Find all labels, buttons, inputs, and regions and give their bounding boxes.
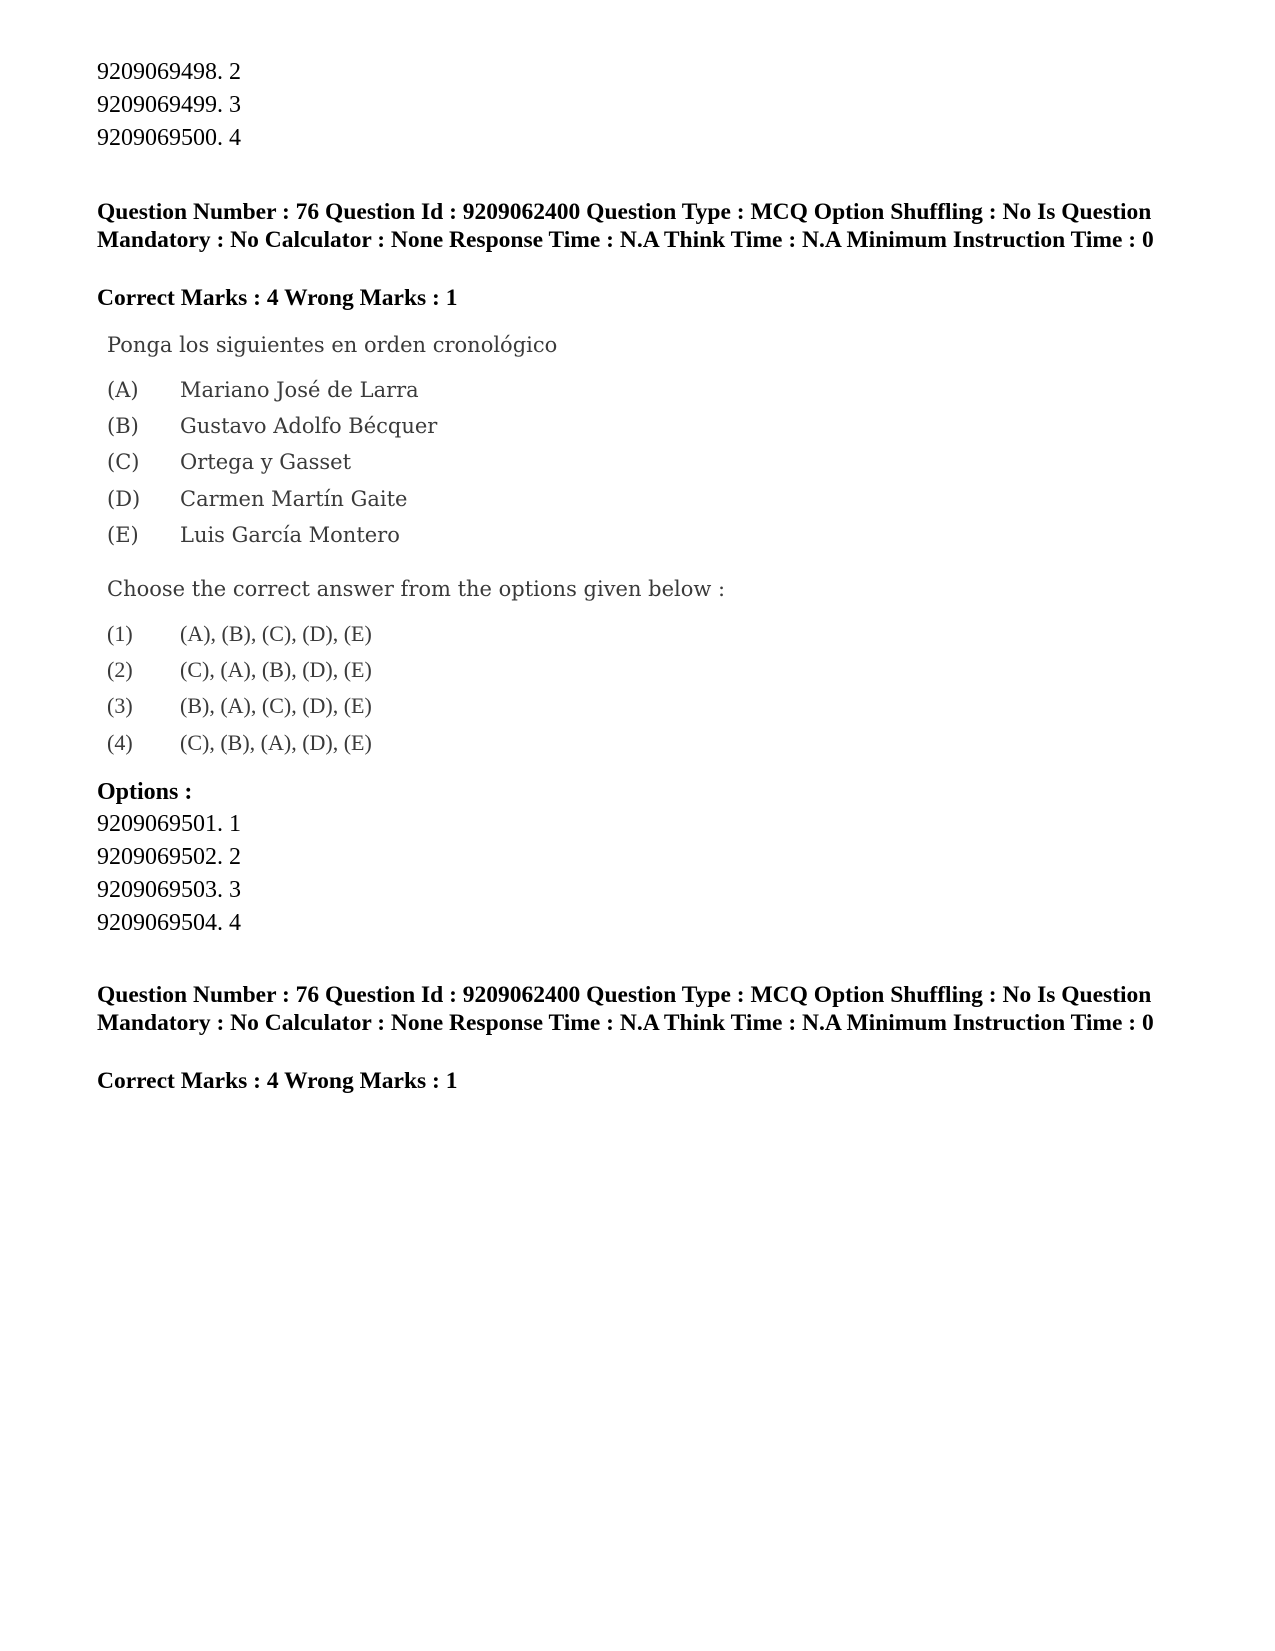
option-line: 9209069504. 4 — [97, 910, 241, 936]
choice-text: (C), (B), (A), (D), (E) — [180, 730, 372, 755]
item-text: Mariano José de Larra — [180, 378, 419, 402]
choice-text: (B), (A), (C), (D), (E) — [180, 693, 372, 718]
question-body — [97, 330, 737, 770]
question-prompt: Ponga los siguientes en orden cronológico — [107, 333, 558, 357]
item-label: (D) — [107, 487, 141, 511]
choice-label: (1) — [107, 621, 133, 646]
item-label: (B) — [107, 414, 139, 438]
item-label: (C) — [107, 450, 140, 474]
item-text: Luis García Montero — [180, 523, 400, 547]
choice-text: (C), (A), (B), (D), (E) — [180, 657, 372, 682]
option-line: 9209069502. 2 — [97, 844, 241, 870]
question-marks: Correct Marks : 4 Wrong Marks : 1 — [97, 285, 458, 311]
prev-option-line: 9209069498. 2 — [97, 59, 241, 85]
item-text: Gustavo Adolfo Bécquer — [180, 414, 438, 438]
option-line: 9209069501. 1 — [97, 811, 241, 837]
choice-label: (3) — [107, 693, 133, 718]
item-label: (E) — [107, 523, 139, 547]
prev-option-line: 9209069500. 4 — [97, 125, 241, 151]
item-label: (A) — [107, 378, 139, 402]
choice-text: (A), (B), (C), (D), (E) — [180, 621, 372, 646]
question-meta: Question Number : 76 Question Id : 9209062400 Question Type : MCQ Option Shuffling : No Is Question Mandatory : No Calculator : None Response Time : N.A Think Time : N.A Minimum Instruction Time : 0 — [97, 982, 1154, 1036]
options-heading: Options : — [97, 779, 193, 805]
question-instruction: Choose the correct answer from the options given below : — [107, 577, 726, 601]
choice-label: (4) — [107, 730, 133, 755]
choice-label: (2) — [107, 657, 133, 682]
question-meta: Question Number : 76 Question Id : 9209062400 Question Type : MCQ Option Shuffling : No Is Question Mandatory : No Calculator : None Response Time : N.A Think Time : N.A Minimum Instruction Time : 0 — [97, 199, 1154, 253]
item-text: Ortega y Gasset — [180, 450, 352, 474]
prev-option-line: 9209069499. 3 — [97, 92, 241, 118]
question-marks: Correct Marks : 4 Wrong Marks : 1 — [97, 1068, 458, 1094]
item-text: Carmen Martín Gaite — [180, 487, 408, 511]
option-line: 9209069503. 3 — [97, 877, 241, 903]
